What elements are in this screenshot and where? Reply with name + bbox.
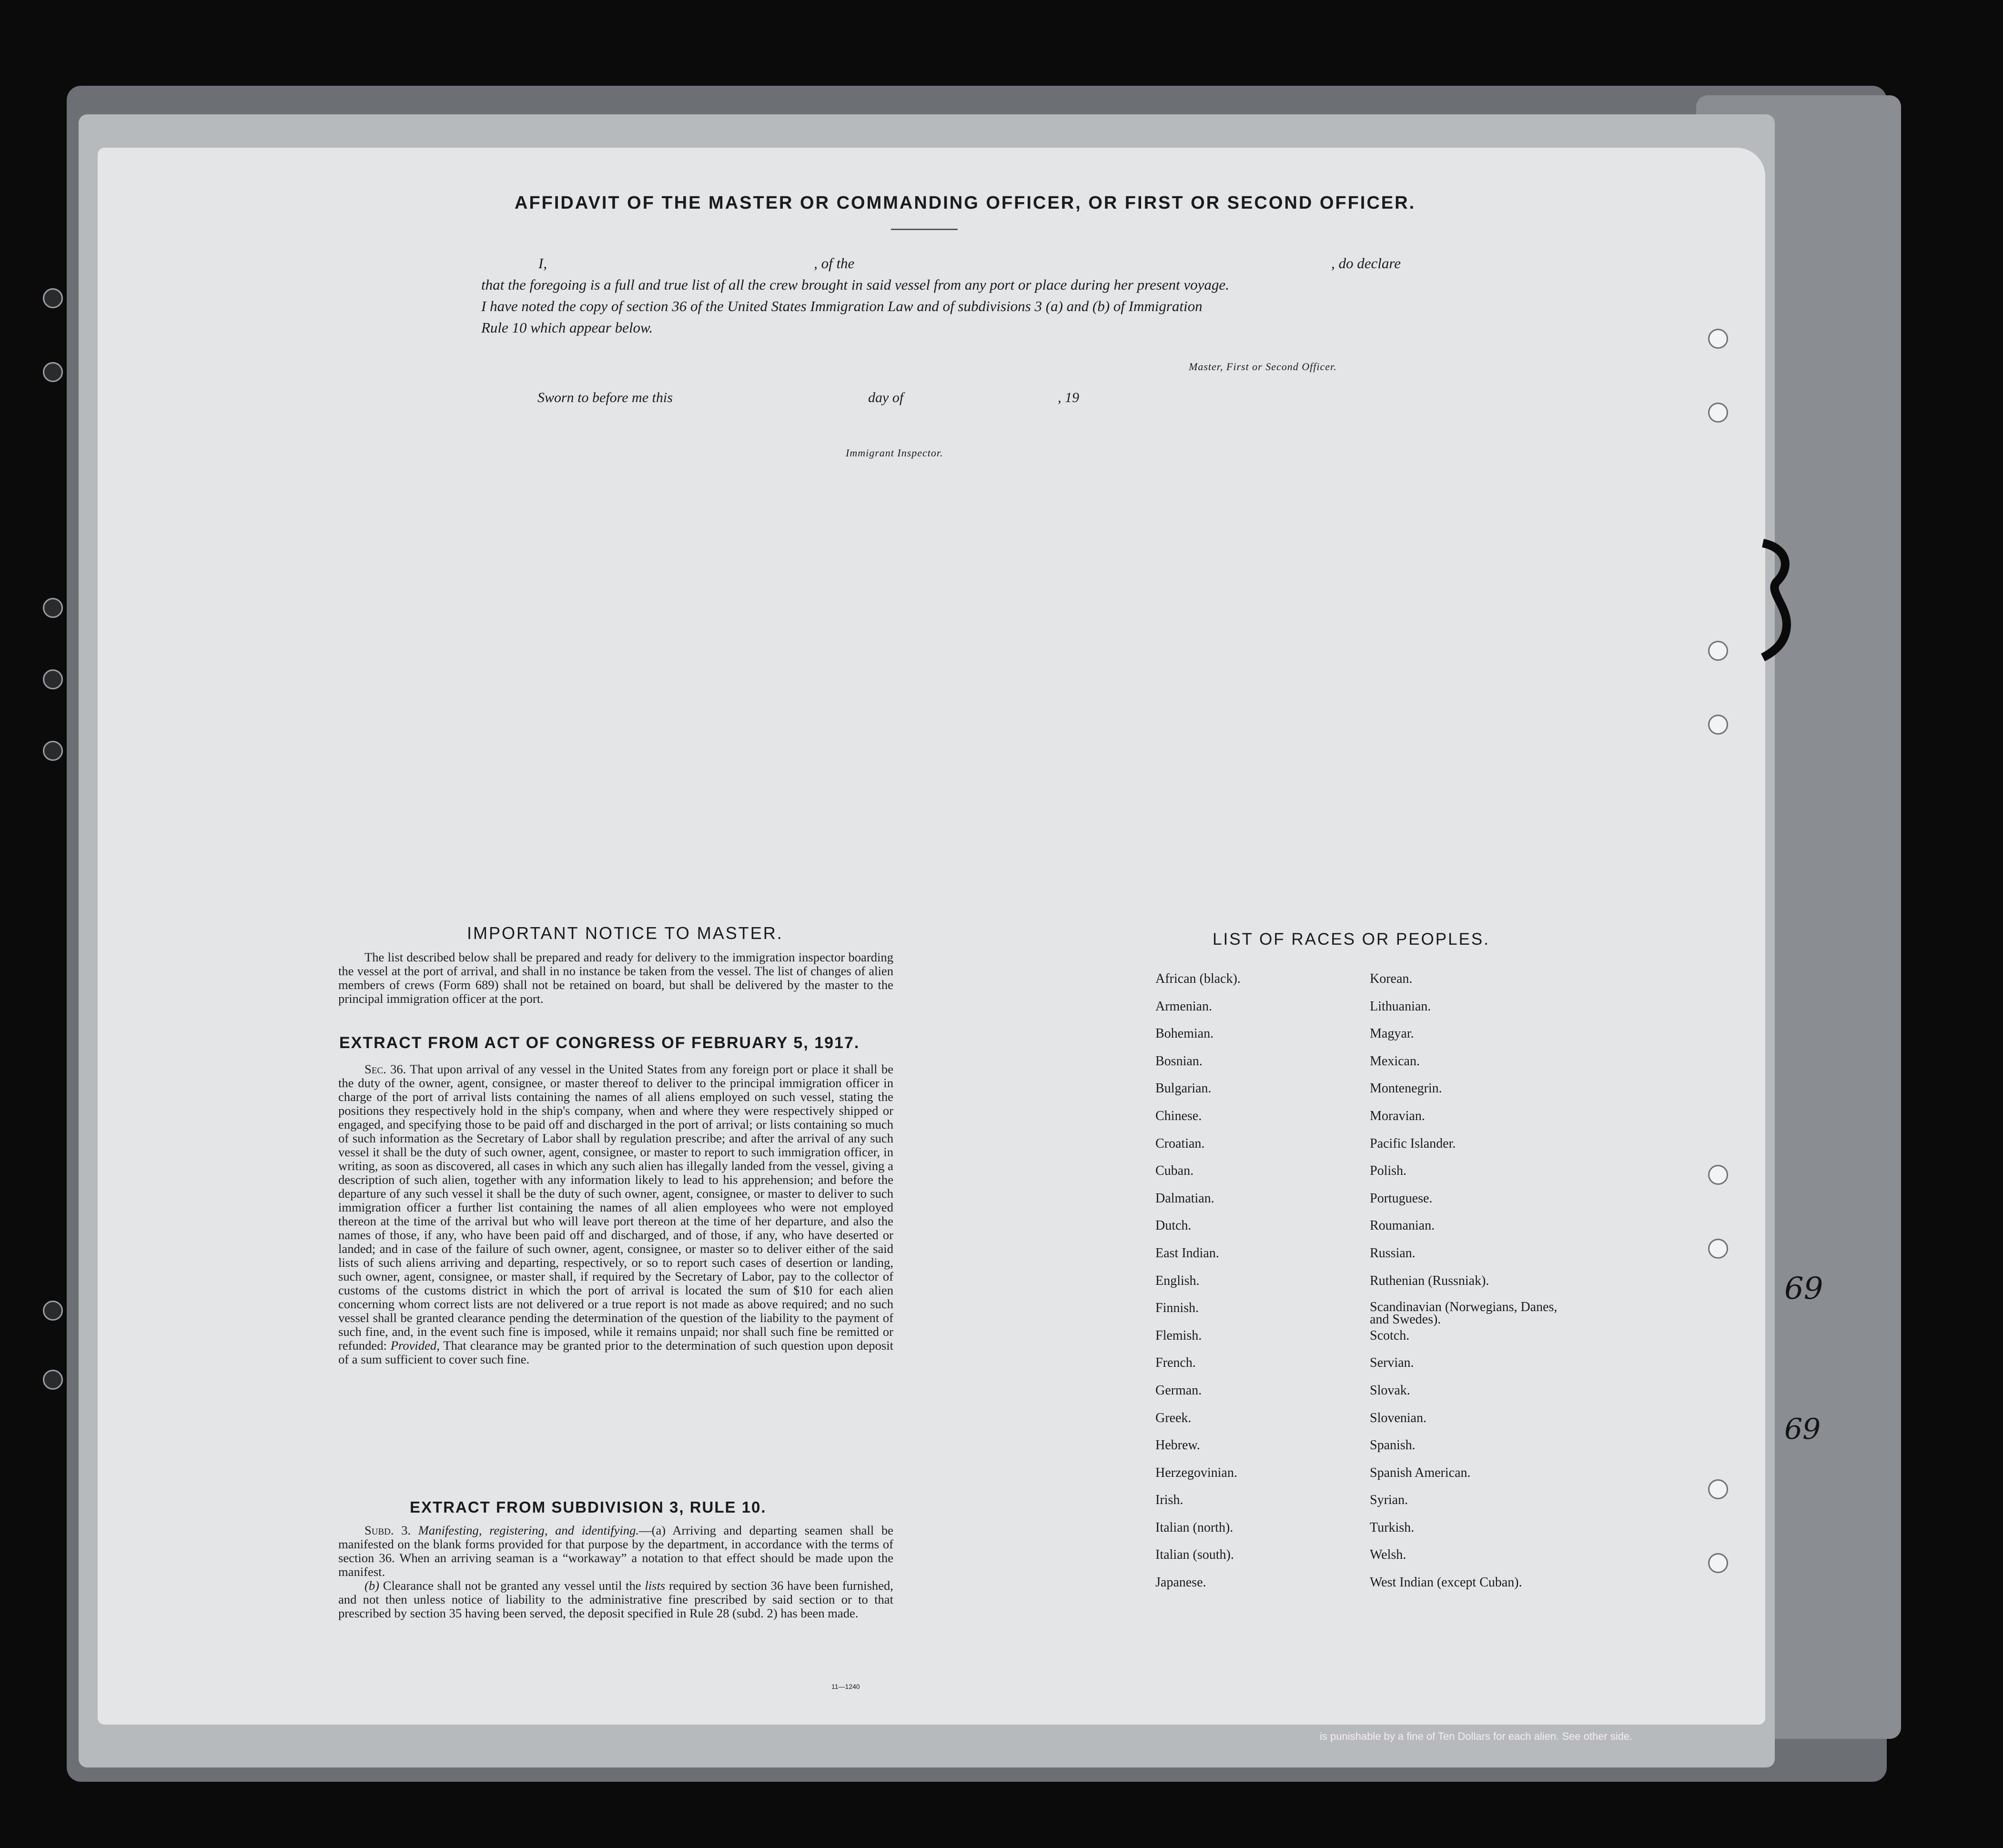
- notice-title: IMPORTANT NOTICE TO MASTER.: [467, 923, 783, 943]
- section-label: Sec. 36.: [364, 1062, 406, 1076]
- race-entry: Croatian.: [1155, 1136, 1205, 1151]
- affidavit-body: [481, 252, 1401, 338]
- affidavit-title: AFFIDAVIT OF THE MASTER OR COMMANDING OFFICER, OR FIRST OR SECOND OFFICER.: [515, 193, 1416, 213]
- race-entry: German.: [1155, 1383, 1202, 1398]
- race-entry: Pacific Islander.: [1370, 1136, 1456, 1151]
- race-entry: Slovak.: [1370, 1383, 1410, 1398]
- right-punch-hole: [1708, 1165, 1728, 1185]
- race-entry: Scandinavian (Norwegians, Danes, and Swedes).: [1370, 1300, 1558, 1327]
- left-punch-hole: [43, 1301, 63, 1321]
- races-list-title: LIST OF RACES OR PEOPLES.: [1213, 930, 1490, 949]
- race-entry: Syrian.: [1370, 1493, 1408, 1508]
- race-entry: African (black).: [1155, 971, 1241, 986]
- provided-label: Provided,: [390, 1338, 440, 1353]
- race-entry: Hebrew.: [1155, 1438, 1200, 1453]
- subd-b-text: Clearance shall not be granted any vessel until the: [383, 1578, 641, 1593]
- race-entry: Dalmatian.: [1155, 1191, 1214, 1206]
- race-entry: Scotch.: [1370, 1328, 1410, 1343]
- title-rule: [891, 229, 958, 230]
- binder-clip-icon: [1758, 538, 1796, 662]
- left-punch-hole: [43, 598, 63, 618]
- race-entry: Dutch.: [1155, 1218, 1192, 1233]
- race-entry: Italian (south).: [1155, 1547, 1234, 1563]
- rule-extract-title: EXTRACT FROM SUBDIVISION 3, RULE 10.: [410, 1498, 767, 1516]
- lists-word: lists: [645, 1578, 666, 1593]
- race-entry: English.: [1155, 1273, 1200, 1288]
- race-entry: Greek.: [1155, 1410, 1192, 1425]
- race-entry: Ruthenian (Russniak).: [1370, 1273, 1489, 1288]
- subd-b-paragraph: [338, 1579, 893, 1620]
- affidavit-line: Rule 10 which appear below.: [481, 319, 653, 336]
- race-entry: Welsh.: [1370, 1547, 1406, 1563]
- declare-label: , do declare: [1331, 255, 1401, 272]
- race-entry: Cuban.: [1155, 1163, 1194, 1179]
- right-punch-hole: [1708, 1553, 1728, 1573]
- declaration-line: [481, 252, 1401, 274]
- form-number: 11—1240: [831, 1683, 860, 1690]
- rule-10-body: [338, 1524, 893, 1620]
- act-extract-title: EXTRACT FROM ACT OF CONGRESS OF FEBRUARY 5, 1917.: [339, 1034, 860, 1052]
- section-text: That upon arrival of any vessel in the United States from any foreign port or place it shall be the duty of the owner, agent, consignee, or master thereof to deliver to the principal immigration officer in charge of the port of arrival lists containing the names of all aliens employed on such vessel, stating the positions they respectively hold in the ship's company, when and where they were respectively shipped or engaged, and specifying those to be paid off and discharged in the port of arrival; or lists containing so much of such information as the Secretary of Labor shall by regulation prescribe; and after the arrival of any such vessel it shall be the duty of such owner, agent, consignee, or master to report to such immigration officer, in writing, as soon as discovered, all cases in which any such alien has illegally landed from the vessel, giving a description of such alien, together with any information likely to lead to his apprehension; and before the departure of any such vessel it shall be the duty of such owner, agent, consignee, or master to deliver to such immigration officer a further list containing the names of all alien employees who were not employed thereon at the time of the arrival but who will leave port thereon at the time of her departure, and also the names of those, if any, who have been paid off and discharged, and of those, if any, who have deserted or landed; and in case of the failure of such owner, agent, consignee, or master so to deliver either of the said lists of such aliens arriving and departing, respectively, or so to report such cases of desertion or landing, such owner, agent, consignee, or master shall, if required by the Secretary of Labor, pay to the collector of customs of the customs district in which the port of arrival is located the sum of $10 for each alien concerning whom correct lists are not delivered or a true report is not made as above required; and no such vessel shall be granted clearance pending the determination of the question of the liability to the payment of such fine, and, in the event such fine is imposed, while it remains unpaid; nor shall such fine be remitted or refunded:: [338, 1062, 894, 1353]
- race-entry: East Indian.: [1155, 1245, 1219, 1261]
- section-text-end: That clearance may be granted prior to the determination of such question upon deposit of a sum sufficient to cover such fine.: [338, 1338, 893, 1366]
- notice-paragraph: The list described below shall be prepared and ready for delivery to the immigration inspector boarding the vessel at the port of arrival, and shall in no instance be taken from the vessel. The list of changes of alien members of crews (Form 689) shall not be retained on board, but shall be delivered by the master to the principal immigration officer at the port.: [338, 950, 893, 1006]
- race-entry: Lithuanian.: [1370, 999, 1431, 1014]
- race-entry: Magyar.: [1370, 1026, 1414, 1041]
- vessel-label: , of the: [814, 255, 855, 272]
- section-36-paragraph: [338, 1062, 893, 1366]
- subd-heading: Manifesting, registering, and identifying.: [418, 1523, 639, 1537]
- sworn-label: Sworn to before me this: [537, 390, 673, 405]
- subd-a-text: —(a) Arriving and departing seamen shall be manifested on the blank forms provided for that purpose by the department, in accordance with the terms of section 36. When an arriving seaman is a “workaway” a notation to that effect should be made upon the manifest.: [338, 1523, 893, 1579]
- race-entry: Flemish.: [1155, 1328, 1202, 1343]
- race-entry: Herzegovinian.: [1155, 1465, 1237, 1480]
- races-column-right: [1370, 972, 1570, 1603]
- race-entry: Italian (north).: [1155, 1520, 1234, 1535]
- subd-b-label: (b): [364, 1578, 380, 1593]
- race-entry: Moravian.: [1370, 1108, 1425, 1123]
- race-entry: Bulgarian.: [1155, 1081, 1212, 1096]
- race-entry: Korean.: [1370, 971, 1413, 986]
- declarant-label: I,: [538, 255, 547, 272]
- race-entry: Russian.: [1370, 1245, 1416, 1261]
- master-signature-label: Master, First or Second Officer.: [1189, 361, 1337, 373]
- race-entry: Servian.: [1370, 1355, 1414, 1371]
- race-entry: Bohemian.: [1155, 1026, 1214, 1041]
- right-punch-hole: [1708, 1479, 1728, 1499]
- day-of-label: day of: [868, 390, 904, 405]
- left-punch-hole: [43, 288, 63, 308]
- subd-a-paragraph: [338, 1524, 893, 1579]
- right-punch-hole: [1708, 403, 1728, 423]
- left-punch-hole: [43, 669, 63, 689]
- year-label: , 19: [1058, 390, 1079, 405]
- affidavit-line: that the foregoing is a full and true list of all the crew brought in said vessel from any port or place during her present voyage.: [481, 276, 1229, 293]
- subd-b-text-end: required by section 36 have been furnished, and not then unless notice of liability to the administrative fine prescribed by said section or to that prescribed by section 35 having been served, the deposit specified in Rule 28 (subd. 2) has been made.: [338, 1578, 893, 1620]
- race-entry: Slovenian.: [1370, 1410, 1426, 1425]
- section-36-body: [338, 1062, 893, 1366]
- right-punch-hole: [1708, 329, 1728, 349]
- affidavit-line: I have noted the copy of section 36 of the United States Immigration Law and of subdivisions 3 (a) and (b) of Immigration: [481, 298, 1203, 314]
- race-entry: Montenegrin.: [1370, 1081, 1442, 1096]
- bottom-note: is punishable by a fine of Ten Dollars for each alien. See other side.: [1320, 1730, 1633, 1742]
- race-entry: Spanish.: [1370, 1438, 1416, 1453]
- right-punch-hole: [1708, 641, 1728, 661]
- race-entry: French.: [1155, 1355, 1196, 1371]
- races-column-left: [1155, 972, 1241, 1603]
- left-punch-hole: [43, 362, 63, 382]
- handwritten-number: 69: [1784, 1271, 1823, 1306]
- handwritten-number: 69: [1784, 1413, 1821, 1446]
- left-punch-hole: [43, 741, 63, 761]
- race-entry: Chinese.: [1155, 1108, 1202, 1123]
- race-entry: Irish.: [1155, 1493, 1184, 1508]
- right-punch-hole: [1708, 1239, 1728, 1259]
- race-entry: Polish.: [1370, 1163, 1407, 1179]
- left-punch-hole: [43, 1370, 63, 1390]
- subd-label: Subd. 3.: [364, 1523, 411, 1537]
- race-entry: Bosnian.: [1155, 1053, 1203, 1069]
- race-entry: Mexican.: [1370, 1053, 1420, 1069]
- race-entry: Japanese.: [1155, 1575, 1206, 1590]
- race-entry: West Indian (except Cuban).: [1370, 1575, 1522, 1590]
- race-entry: Armenian.: [1155, 999, 1212, 1014]
- race-entry: Finnish.: [1155, 1301, 1199, 1316]
- race-entry: Portuguese.: [1370, 1191, 1433, 1206]
- race-entry: Roumanian.: [1370, 1218, 1435, 1233]
- notice-body: [338, 950, 893, 1006]
- race-entry: Spanish American.: [1370, 1465, 1471, 1480]
- inspector-signature-label: Immigrant Inspector.: [846, 447, 943, 459]
- race-entry: Turkish.: [1370, 1520, 1415, 1535]
- right-punch-hole: [1708, 715, 1728, 735]
